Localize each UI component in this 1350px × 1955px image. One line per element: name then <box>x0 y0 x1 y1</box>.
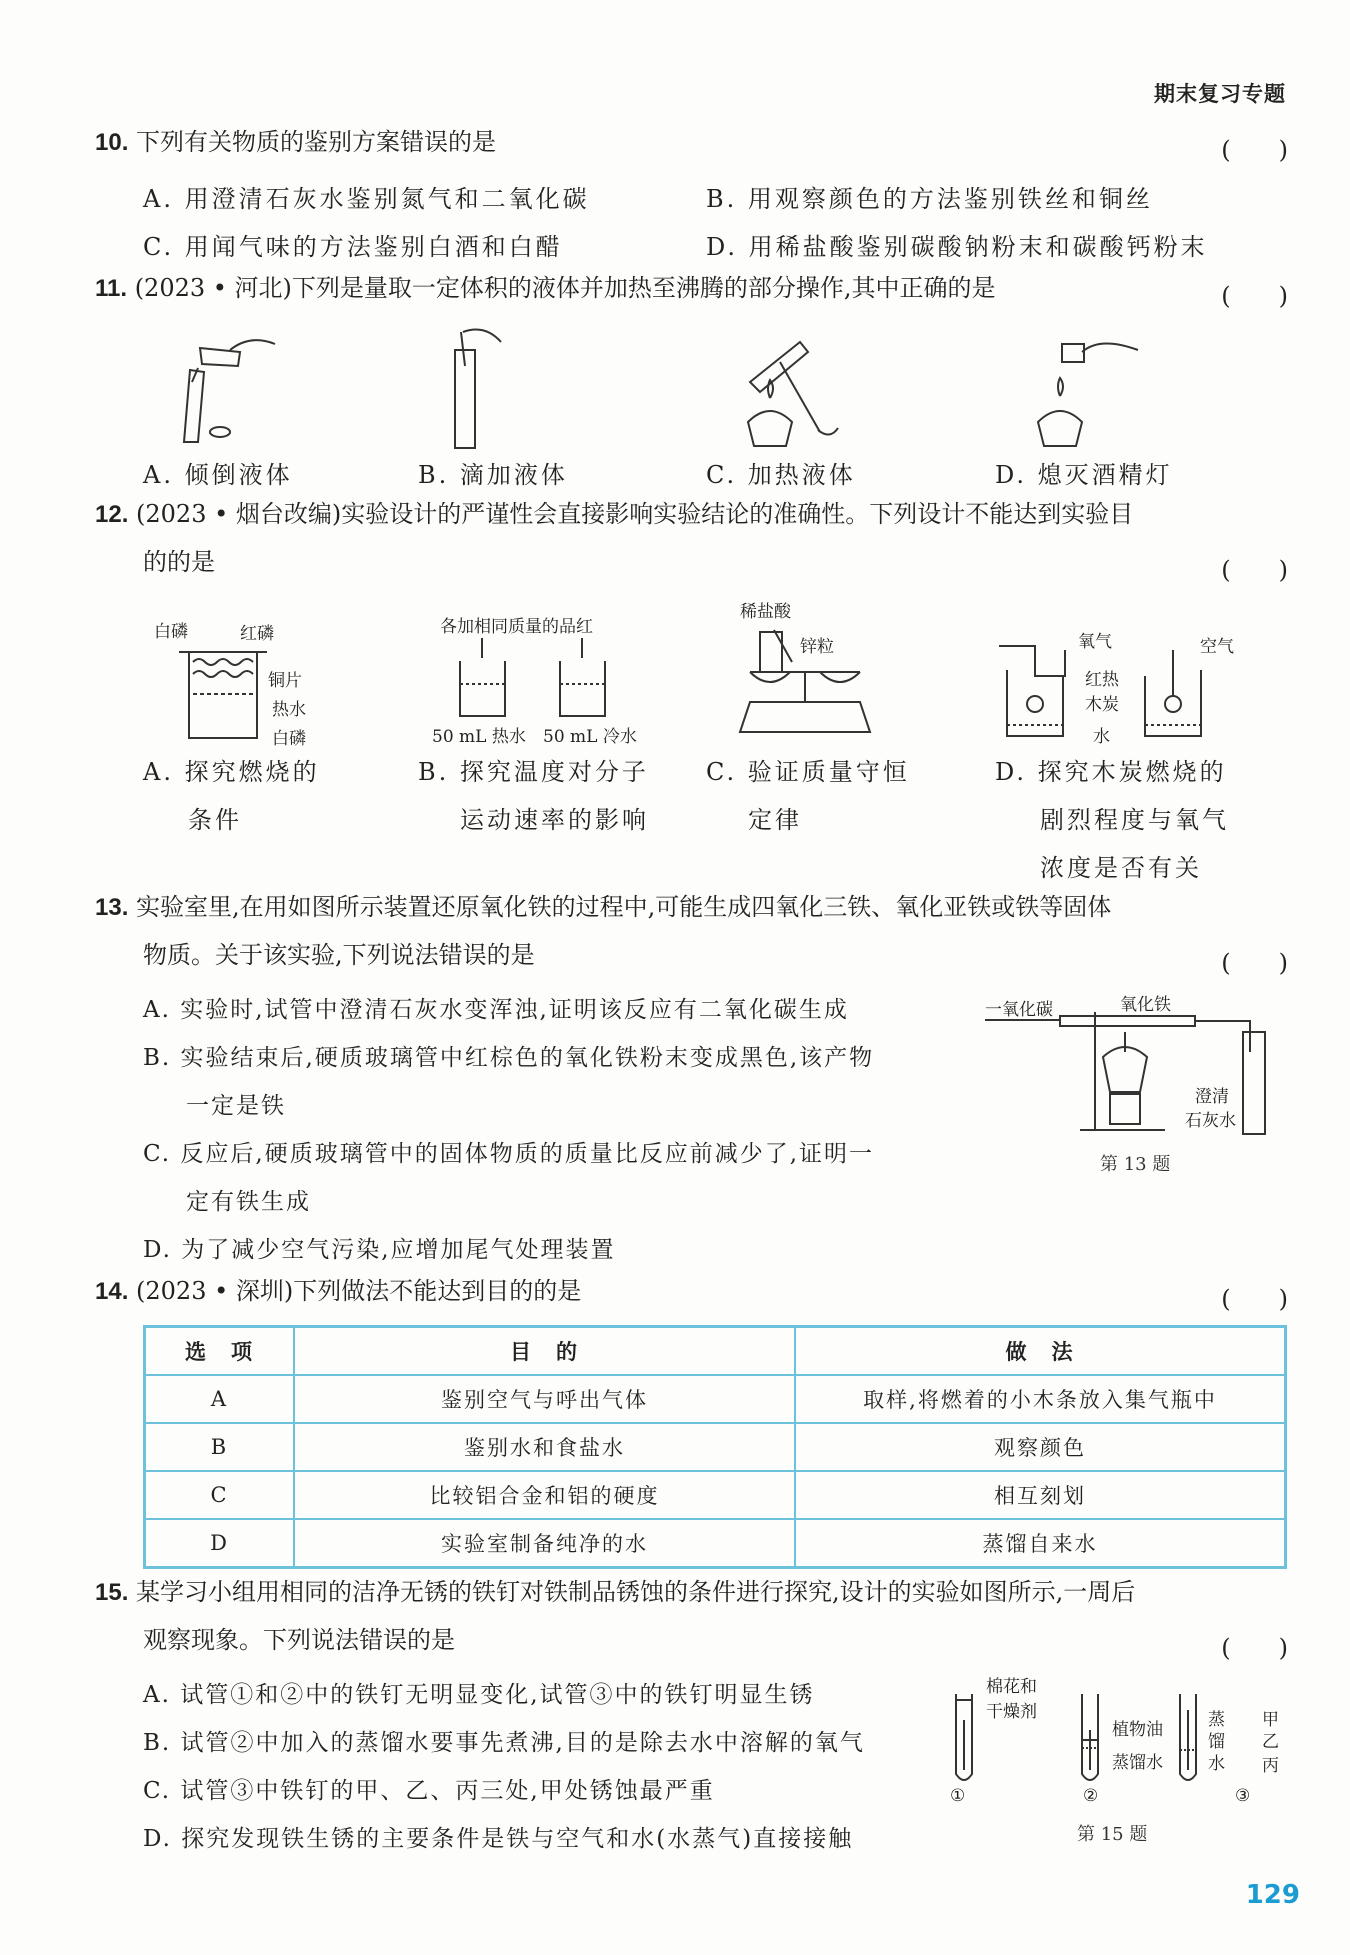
q12-number: 12. <box>95 501 129 528</box>
table-row <box>145 1519 1286 1568</box>
q15-tube-2-label: ② <box>1083 1786 1099 1806</box>
q15-number: 15. <box>95 1579 129 1606</box>
q15-jia-label: 甲 <box>1262 1710 1279 1730</box>
q13-co-label: 一氧化碳 <box>985 1000 1053 1020</box>
q15-distilled-label: 蒸馏水 <box>1112 1753 1163 1773</box>
q12-option-a-line1: A. 探究燃烧的 <box>143 758 320 786</box>
q13-option-b-line2: 一定是铁 <box>186 1093 286 1119</box>
q11-option-a: A. 倾倒液体 <box>143 461 293 489</box>
table-cell-method: 相互刻划 <box>795 1471 1286 1519</box>
q12a-copper-label: 铜片 <box>268 671 302 691</box>
q15-option-a: A. 试管①和②中的铁钉无明显变化,试管③中的铁钉明显生锈 <box>143 1682 815 1708</box>
q15-bing-label: 丙 <box>1262 1756 1279 1776</box>
table-cell-option: A <box>145 1375 295 1423</box>
q15-stem-line1 <box>95 1580 1135 1605</box>
q15-water-label-2: 馏 <box>1208 1732 1225 1752</box>
table-cell-option: C <box>145 1471 295 1519</box>
q13-option-c-line2: 定有铁生成 <box>186 1189 311 1215</box>
q10-answer-blank: ( ) <box>1221 136 1288 164</box>
table-row <box>145 1471 1286 1519</box>
q12d-air-label: 空气 <box>1200 637 1234 657</box>
q15-answer-blank: ( ) <box>1221 1634 1288 1662</box>
q12d-water-label: 水 <box>1093 727 1110 747</box>
q13-lime-label-2: 石灰水 <box>1185 1111 1236 1131</box>
q12b-cold-water-label: 50 mL 冷水 <box>543 727 637 747</box>
q12a-white-p2-label: 白磷 <box>272 729 306 749</box>
q12-option-c-line1: C. 验证质量守恒 <box>706 758 910 786</box>
q12-text-1: (2023 • 烟台改编)实验设计的严谨性会直接影响实验结论的准确性。下列设计不能达到实验目 <box>136 500 1134 528</box>
table-cell-option: B <box>145 1423 295 1471</box>
q13-figure-caption: 第 13 题 <box>1100 1154 1171 1175</box>
q10-option-d: D. 用稀盐酸鉴别碳酸钠粉末和碳酸钙粉末 <box>706 233 1208 261</box>
q12a-red-p-label: 红磷 <box>240 624 274 644</box>
q12c-zinc-label: 锌粒 <box>800 637 834 657</box>
q13-option-d: D. 为了减少空气污染,应增加尾气处理装置 <box>143 1237 616 1263</box>
q15-tube-1-label: ① <box>950 1786 966 1806</box>
page-number: 129 <box>1245 1880 1300 1910</box>
q15-option-b: B. 试管②中加入的蒸馏水要事先煮沸,目的是除去水中溶解的氧气 <box>143 1730 865 1756</box>
q11-answer-blank: ( ) <box>1221 282 1288 310</box>
q11-stem <box>95 276 996 301</box>
q15-oil-label: 植物油 <box>1112 1720 1163 1740</box>
table-row <box>145 1423 1286 1471</box>
q12-option-b-line2: 运动速率的影响 <box>460 806 649 834</box>
section-header: 期末复习专题 <box>1154 82 1286 106</box>
q13-option-b-line1: B. 实验结束后,硬质玻璃管中红棕色的氧化铁粉末变成黑色,该产物 <box>143 1045 875 1071</box>
q11-option-b: B. 滴加液体 <box>418 461 568 489</box>
q12d-o2-label: 氧气 <box>1078 632 1112 652</box>
table-cell-purpose: 比较铝合金和铝的硬度 <box>294 1471 795 1519</box>
q13-number: 13. <box>95 894 129 921</box>
q12-option-b-line1: B. 探究温度对分子 <box>418 758 649 786</box>
q12c-hcl-label: 稀盐酸 <box>740 602 791 622</box>
table-cell-purpose: 实验室制备纯净的水 <box>294 1519 795 1568</box>
q12b-hot-water-label: 50 mL 热水 <box>432 727 526 747</box>
table-header-purpose: 目 的 <box>294 1327 795 1376</box>
q15-option-d: D. 探究发现铁生锈的主要条件是铁与空气和水(水蒸气)直接接触 <box>143 1826 854 1852</box>
q13-fe2o3-label: 氧化铁 <box>1120 995 1171 1015</box>
q13-answer-blank: ( ) <box>1221 949 1288 977</box>
table-cell-method: 蒸馏自来水 <box>795 1519 1286 1568</box>
table-header-option: 选 项 <box>145 1327 295 1376</box>
q12-option-d-line3: 浓度是否有关 <box>1040 854 1202 882</box>
q13-figure-apparatus <box>985 1012 1285 1137</box>
q12-stem-line2: 的的是 <box>143 548 215 576</box>
table-cell-purpose: 鉴别水和食盐水 <box>294 1423 795 1471</box>
q11-figure-c-heating <box>730 322 860 452</box>
q15-cotton-label-1: 棉花和 <box>986 1677 1037 1697</box>
q13-option-a: A. 实验时,试管中澄清石灰水变浑浊,证明该反应有二氧化碳生成 <box>143 997 849 1023</box>
q12-figure-a-beaker <box>185 648 265 743</box>
q12d-charcoal-label-2: 木炭 <box>1085 695 1119 715</box>
q11-number: 11. <box>95 275 128 302</box>
q11-figure-b-dropping <box>445 322 515 452</box>
q14-text: (2023 • 深圳)下列做法不能达到目的的是 <box>136 1277 582 1305</box>
q10-text: 下列有关物质的鉴别方案错误的是 <box>136 128 497 156</box>
q10-option-c: C. 用闻气味的方法鉴别白酒和白醋 <box>143 233 563 261</box>
q12d-charcoal-label-1: 红热 <box>1085 670 1119 690</box>
q15-water-label-1: 蒸 <box>1208 1710 1225 1730</box>
q13-lime-label-1: 澄清 <box>1195 1087 1229 1107</box>
q15-text-1: 某学习小组用相同的洁净无锈的铁钉对铁制品锈蚀的条件进行探究,设计的实验如图所示,一周后 <box>136 1578 1136 1606</box>
q12-option-a-line2: 条件 <box>188 806 242 834</box>
q14-number: 14. <box>95 1278 129 1305</box>
q15-tube-3-label: ③ <box>1235 1786 1251 1806</box>
q12-figure-d-bottles <box>995 640 1220 750</box>
q12-figure-c-balance <box>730 622 880 742</box>
q12-answer-blank: ( ) <box>1221 556 1288 584</box>
q10-number: 10. <box>95 129 129 156</box>
q11-figure-a-pouring <box>170 322 300 452</box>
q12-option-d-line1: D. 探究木炭燃烧的 <box>995 758 1227 786</box>
q12-option-c-line2: 定律 <box>748 806 802 834</box>
q13-stem-line1 <box>95 895 1111 920</box>
q14-stem <box>95 1279 581 1304</box>
q12-stem-line1 <box>95 502 1133 527</box>
table-header-row <box>145 1327 1286 1376</box>
q10-option-b: B. 用观察颜色的方法鉴别铁丝和铜丝 <box>706 185 1153 213</box>
q13-option-c-line1: C. 反应后,硬质玻璃管中的固体物质的质量比反应前减少了,证明一 <box>143 1141 875 1167</box>
q13-stem-line2: 物质。关于该实验,下列说法错误的是 <box>143 941 535 969</box>
table-cell-option: D <box>145 1519 295 1568</box>
table-cell-method: 取样,将燃着的小木条放入集气瓶中 <box>795 1375 1286 1423</box>
q14-table <box>143 1325 1287 1569</box>
q10-stem <box>95 130 496 155</box>
table-cell-purpose: 鉴别空气与呼出气体 <box>294 1375 795 1423</box>
q11-text: (2023 • 河北)下列是量取一定体积的液体并加热至沸腾的部分操作,其中正确的是 <box>134 274 996 302</box>
q11-figure-d-extinguishing <box>1020 322 1150 452</box>
table-row <box>145 1375 1286 1423</box>
q14-answer-blank: ( ) <box>1221 1285 1288 1313</box>
q12-option-d-line2: 剧烈程度与氧气 <box>1040 806 1229 834</box>
q10-option-a: A. 用澄清石灰水鉴别氮气和二氧化碳 <box>143 185 590 213</box>
q15-option-c: C. 试管③中铁钉的甲、乙、丙三处,甲处锈蚀最严重 <box>143 1778 715 1804</box>
q15-water-label-3: 水 <box>1208 1754 1225 1774</box>
q12b-title-label: 各加相同质量的品红 <box>440 617 593 637</box>
table-header-method: 做 法 <box>795 1327 1286 1376</box>
q12a-white-p-label: 白磷 <box>154 622 188 642</box>
q13-text-1: 实验室里,在用如图所示装置还原氧化铁的过程中,可能生成四氧化三铁、氧化亚铁或铁等固体 <box>136 893 1112 921</box>
q15-yi-label: 乙 <box>1262 1732 1279 1752</box>
q15-figure-caption: 第 15 题 <box>1077 1824 1148 1845</box>
q12a-hot-water-label: 热水 <box>272 700 306 720</box>
table-cell-method: 观察颜色 <box>795 1423 1286 1471</box>
q11-option-d: D. 熄灭酒精灯 <box>995 461 1173 489</box>
q15-stem-line2: 观察现象。下列说法错误的是 <box>143 1626 455 1654</box>
q12-figure-b-beakers <box>455 636 605 721</box>
q15-cotton-label-2: 干燥剂 <box>986 1702 1037 1722</box>
q11-option-c: C. 加热液体 <box>706 461 856 489</box>
